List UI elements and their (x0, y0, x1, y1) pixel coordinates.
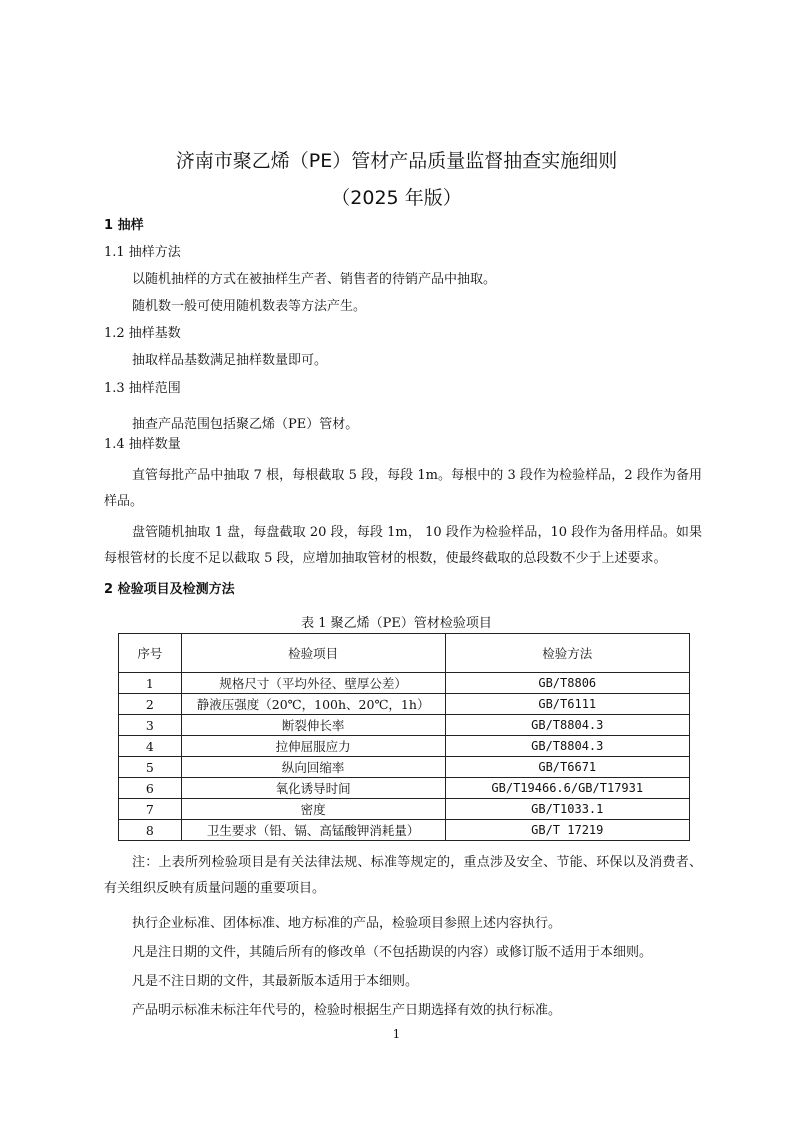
section-2-para-4: 产品明示标准未标注年代号的，检验时根据生产日期选择有效的执行标准。 (132, 1003, 562, 1018)
section-2-para-3: 凡是不注日期的文件，其最新版本适用于本细则。 (132, 974, 419, 989)
cell-item: 规格尺寸（平均外径、壁厚公差） (181, 673, 445, 694)
section-1-3-heading: 1.3 抽样范围 (104, 381, 181, 396)
section-1-1-para-1: 以随机抽样的方式在被抽样生产者、销售者的待销产品中抽取。 (132, 272, 497, 287)
document-subtitle: （2025 年版） (331, 187, 462, 209)
section-1-4-para-1: 直管每批产品中抽取 7 根，每根截取 5 段，每段 1m。每根中的 3 段作为检验样品，2 段作为备用样品。 (104, 468, 702, 509)
section-1-2-heading: 1.2 抽样基数 (104, 326, 181, 341)
cell-index: 1 (119, 673, 182, 694)
cell-index: 2 (119, 694, 182, 715)
cell-method: GB/T1033.1 (445, 799, 690, 820)
cell-item: 断裂伸长率 (181, 715, 445, 736)
section-1-4-para-2: 盘管随机抽取 1 盘，每盘截取 20 段，每段 1m， 10 段作为检验样品，10 段作为备用样品。如果每根管材的长度不足以截取 5 段，应增加抽取管材的根数，使最终截取的总段数不少于上述要求。 (104, 525, 702, 566)
cell-index: 6 (119, 778, 182, 799)
cell-method: GB/T19466.6/GB/T17931 (445, 778, 690, 799)
table-row (119, 736, 690, 757)
cell-index: 3 (119, 715, 182, 736)
table-row (119, 799, 690, 820)
table-row (119, 694, 690, 715)
section-1-2-para-1: 抽取样品基数满足抽样数量即可。 (132, 353, 328, 368)
section-2-heading: 2 检验项目及检测方法 (104, 582, 235, 597)
header-item: 检验项目 (181, 634, 445, 673)
section-1-4-heading: 1.4 抽样数量 (104, 437, 181, 452)
cell-index: 7 (119, 799, 182, 820)
cell-item: 氧化诱导时间 (181, 778, 445, 799)
table-row (119, 757, 690, 778)
cell-method: GB/T8804.3 (445, 736, 690, 757)
cell-item: 纵向回缩率 (181, 757, 445, 778)
cell-item: 密度 (181, 799, 445, 820)
cell-item: 卫生要求（铅、镉、高锰酸钾消耗量） (181, 820, 445, 841)
cell-method: GB/T6111 (445, 694, 690, 715)
section-2-para-1: 执行企业标准、团体标准、地方标准的产品，检验项目参照上述内容执行。 (132, 916, 562, 931)
cell-index: 5 (119, 757, 182, 778)
section-1-heading: 1 抽样 (104, 218, 144, 233)
table-row (119, 820, 690, 841)
cell-index: 8 (119, 820, 182, 841)
table-caption: 表 1 聚乙烯（PE）管材检验项目 (301, 616, 492, 631)
header-method: 检验方法 (445, 634, 690, 673)
section-2-para-2: 凡是注日期的文件，其随后所有的修改单（不包括勘误的内容）或修订版不适用于本细则。 (132, 945, 653, 960)
header-index: 序号 (119, 634, 182, 673)
cell-index: 4 (119, 736, 182, 757)
table-note: 注：上表所列检验项目是有关法律法规、标准等规定的，重点涉及安全、节能、环保以及消费者、有关组织反映有质量问题的重要项目。 (104, 855, 702, 896)
table-row (119, 715, 690, 736)
cell-method: GB/T8806 (445, 673, 690, 694)
section-1-3-para-1: 抽查产品范围包括聚乙烯（PE）管材。 (132, 417, 359, 432)
inspection-items-table (118, 633, 690, 841)
section-1-1-heading: 1.1 抽样方法 (104, 245, 181, 260)
table-row (119, 778, 690, 799)
cell-method: GB/T 17219 (445, 820, 690, 841)
cell-item: 拉伸屈服应力 (181, 736, 445, 757)
table-header-row (119, 634, 690, 673)
cell-item: 静液压强度（20℃，100h、20℃，1h） (181, 694, 445, 715)
page-number: 1 (392, 1027, 401, 1041)
cell-method: GB/T6671 (445, 757, 690, 778)
section-1-1-para-2: 随机数一般可使用随机数表等方法产生。 (132, 299, 367, 314)
document-title: 济南市聚乙烯（PE）管材产品质量监督抽查实施细则 (175, 150, 618, 172)
cell-method: GB/T8804.3 (445, 715, 690, 736)
table-row (119, 673, 690, 694)
